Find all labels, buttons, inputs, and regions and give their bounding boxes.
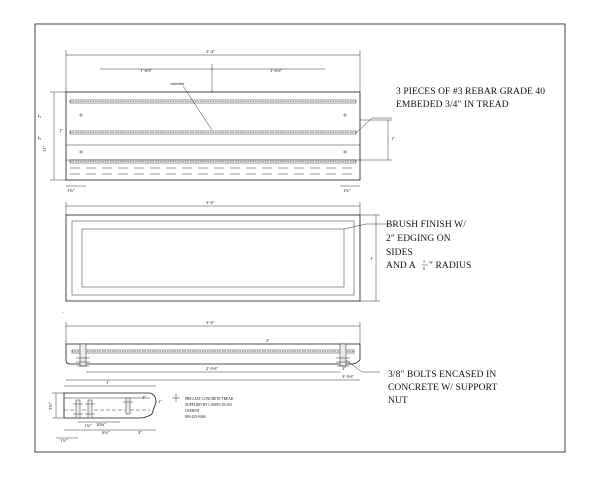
plan-tread-outline (66, 92, 360, 180)
plan-overall-dim: 3'-4" (206, 49, 215, 54)
supplier-line-4: 800-425-9068 (185, 415, 206, 419)
rebar-note-line-2: EMBEDED 3/4" IN TREAD (396, 100, 509, 110)
bolt-length-dim: 3'-5⅜" (342, 374, 355, 379)
bolt-view (66, 320, 380, 380)
radius-fraction-denominator: 8 (423, 267, 425, 271)
bolt-overall-dim: 3'-6" (206, 320, 215, 325)
brush-note-line-5: " RADIUS (429, 261, 472, 271)
brush-finish-area (82, 229, 344, 287)
section-inner-dim: 10⅜" (96, 422, 106, 427)
brush-note-line-3: SIDES (386, 248, 413, 258)
brush-note (386, 220, 471, 271)
section-left-small-dim: 1⅞" (84, 423, 92, 428)
plan-left-mid-dim: 2" (37, 135, 42, 140)
plan-bottom-left-dim: 1⅝" (67, 188, 75, 193)
bolt-offset-dim: 3" (342, 366, 347, 371)
supplier-line-1: PRECAST CONCRETE TREAD (185, 397, 234, 401)
centerline-label: centerline (170, 82, 185, 86)
section-side-dim: 3" (142, 395, 147, 400)
section-bolts (73, 398, 133, 418)
plan-view (37, 49, 395, 193)
plan-bottom-right-dim: 1⅝" (343, 188, 351, 193)
bolt-inner-dim: 2'-5⅜" (206, 366, 219, 371)
rebar-note-line-1: 3 PIECES OF #3 REBAR GRADE 40 (396, 87, 546, 97)
plan-right-dim: 1" (391, 136, 396, 141)
section-left-piece-dim: 6⅝" (102, 430, 110, 435)
edge-grooves (70, 168, 356, 174)
finish-edging (72, 221, 354, 295)
section-height-left-dim: 3⅝" (48, 402, 53, 410)
finish-tread-outline (66, 215, 360, 301)
bolts-note-line-2: CONCRETE W/ SUPPORT (388, 383, 498, 393)
section-bottom-left-dim: 1⅞" (60, 438, 68, 443)
supplier-note (172, 394, 234, 419)
svg-text:-: - (62, 310, 64, 315)
radius-fraction-numerator: 3 (423, 260, 425, 264)
bolts-note-line-3: NUT (388, 396, 408, 406)
brush-note-line-1: BRUSH FINISH W/ (386, 220, 466, 230)
bolt-left (76, 344, 90, 366)
finish-view (62, 200, 390, 315)
brush-note-line-4: AND A (386, 261, 416, 271)
section-width-dim: 1' (106, 380, 110, 385)
finish-overall-dim: 3'-6" (206, 200, 215, 205)
supplier-line-3: CEMENT (185, 409, 200, 413)
bolt-top-dim: 4" (266, 339, 270, 343)
bolts-note (388, 370, 497, 406)
bolt-right (336, 344, 350, 366)
bolts-note-line-1: 3/8" BOLTS ENCASED IN (388, 370, 497, 380)
rebar-bars (70, 100, 356, 163)
plan-left-offset-dim: 1" (59, 128, 64, 133)
finish-height-dim: 1' (370, 256, 374, 261)
section-right-piece-dim: 3" (138, 430, 143, 435)
plan-left-top-dim: 2" (37, 113, 42, 118)
anchor-marks (79, 113, 347, 154)
bolt-tread-profile (66, 344, 360, 364)
brush-note-line-2: 2" EDGING ON (386, 234, 451, 244)
section-height-right-dim: 1" (158, 399, 163, 404)
rebar-note (396, 87, 545, 110)
plan-half-right-dim: 1'-6⅜" (270, 68, 283, 73)
section-view (48, 380, 162, 443)
plan-half-left-dim: 1'-6⅜" (140, 68, 153, 73)
plan-left-total-dim: 11" (42, 145, 47, 152)
supplier-line-2: SUPPLIED BY CAMP LOGAN (185, 403, 232, 407)
